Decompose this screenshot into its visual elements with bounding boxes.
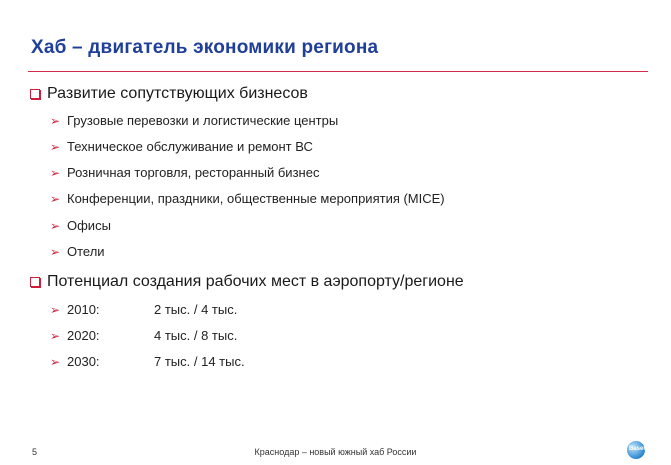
section-heading-label: Потенциал создания рабочих мест в аэропорту/регионе xyxy=(47,273,464,290)
list-item: ➢ Розничная торговля, ресторанный бизнес xyxy=(50,165,320,180)
jobs-value: 7 тыс. / 14 тыс. xyxy=(154,354,245,369)
footer-text: Краснодар – новый южный хаб России xyxy=(254,447,417,457)
arrow-bullet-icon: ➢ xyxy=(50,302,61,317)
arrow-bullet-icon: ➢ xyxy=(50,191,61,206)
jobs-row xyxy=(50,354,245,369)
list-item: ➢ Конференции, праздники, общественные мероприятия (MICE) xyxy=(50,191,445,206)
jobs-value: 2 тыс. / 4 тыс. xyxy=(154,302,238,317)
jobs-year: 2020: xyxy=(67,328,100,343)
section-heading-label: Развитие сопутствующих бизнесов xyxy=(47,85,308,102)
section-heading-businesses xyxy=(30,85,308,103)
arrow-bullet-icon: ➢ xyxy=(50,244,61,259)
arrow-bullet-icon: ➢ xyxy=(50,328,61,343)
jobs-year: 2030: xyxy=(67,354,100,369)
list-item: ➢ Офисы xyxy=(50,218,111,233)
checkbox-bullet-icon xyxy=(30,89,40,99)
jobs-year: 2010: xyxy=(67,302,100,317)
jobs-row xyxy=(50,302,237,317)
arrow-bullet-icon: ➢ xyxy=(50,113,61,128)
section-heading-jobs xyxy=(30,273,464,291)
arrow-bullet-icon: ➢ xyxy=(50,354,61,369)
logo-icon: Basel xyxy=(627,441,645,459)
page-number: 5 xyxy=(32,447,38,457)
jobs-row xyxy=(50,328,237,343)
list-item: ➢ Грузовые перевозки и логистические центры xyxy=(50,113,339,128)
arrow-bullet-icon: ➢ xyxy=(50,165,61,180)
list-item: ➢ Техническое обслуживание и ремонт ВС xyxy=(50,139,313,154)
title-divider xyxy=(28,71,648,72)
arrow-bullet-icon: ➢ xyxy=(50,218,61,233)
slide-title: Хаб – двигатель экономики региона xyxy=(31,37,379,58)
arrow-bullet-icon: ➢ xyxy=(50,139,61,154)
checkbox-bullet-icon xyxy=(30,277,40,287)
list-item: ➢ Отели xyxy=(50,244,105,259)
jobs-value: 4 тыс. / 8 тыс. xyxy=(154,328,238,343)
